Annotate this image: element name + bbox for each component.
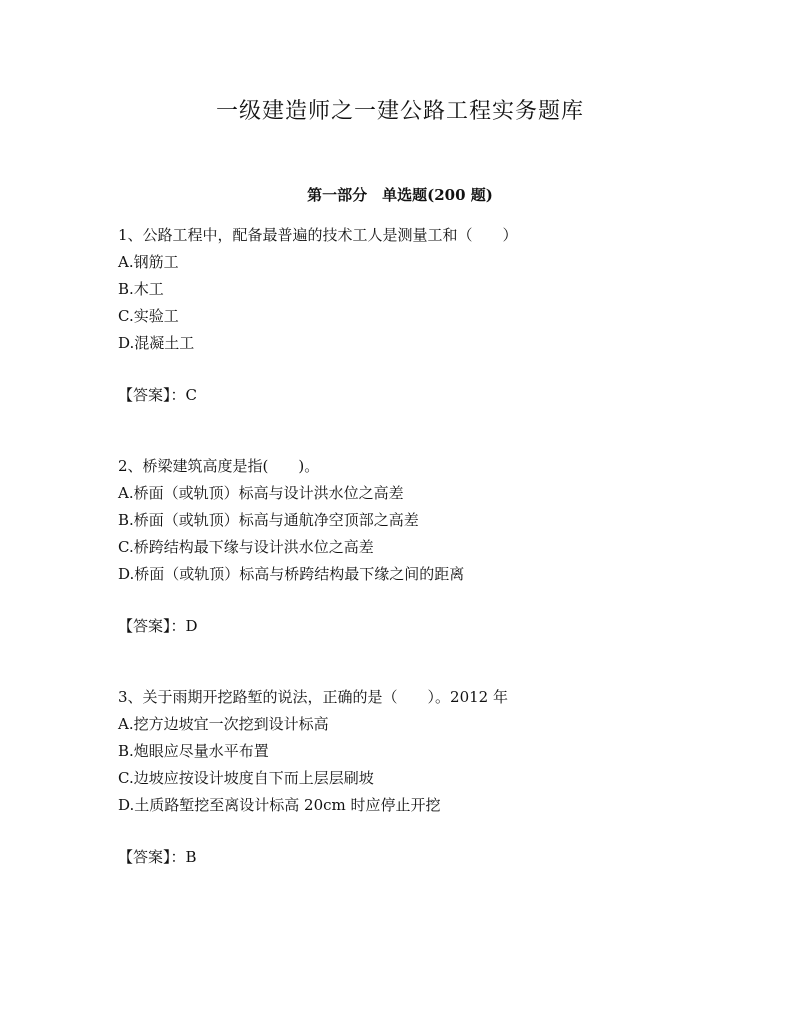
section-heading: 第一部分 单选题(200 题) [307, 186, 493, 204]
page-title: 一级建造师之一建公路工程实务题库 [215, 99, 584, 124]
question-stem: 3、关于雨期开挖路堑的说法，正确的是（ ）。2012 年 [118, 688, 508, 706]
answer-line: 【答案】：C [118, 386, 197, 404]
question-1 [118, 222, 758, 409]
option-d: D.混凝土工 [118, 334, 195, 352]
option-b: B.桥面（或轨顶）标高与通航净空顶部之高差 [118, 511, 419, 529]
option-b: B.炮眼应尽量水平布置 [118, 742, 269, 760]
question-stem: 1、公路工程中，配备最普遍的技术工人是测量工和（ ） [118, 226, 518, 244]
option-d: D.土质路堑挖至离设计标高 20cm 时应停止开挖 [118, 796, 441, 814]
option-a: A.挖方边坡宜一次挖到设计标高 [118, 715, 329, 733]
option-d: D.桥面（或轨顶）标高与桥跨结构最下缘之间的距离 [118, 565, 465, 583]
answer-line: 【答案】：B [118, 848, 197, 866]
question-2 [118, 453, 758, 640]
question-stem: 2、桥梁建筑高度是指( )。 [118, 457, 320, 475]
option-c: C.实验工 [118, 307, 179, 325]
answer-line: 【答案】：D [118, 617, 198, 635]
option-c: C.边坡应按设计坡度自下而上层层刷坡 [118, 769, 374, 787]
option-a: A.桥面（或轨顶）标高与设计洪水位之高差 [118, 484, 404, 502]
option-a: A.钢筋工 [118, 253, 179, 271]
option-b: B.木工 [118, 280, 164, 298]
option-c: C.桥跨结构最下缘与设计洪水位之高差 [118, 538, 374, 556]
question-3 [118, 684, 758, 871]
